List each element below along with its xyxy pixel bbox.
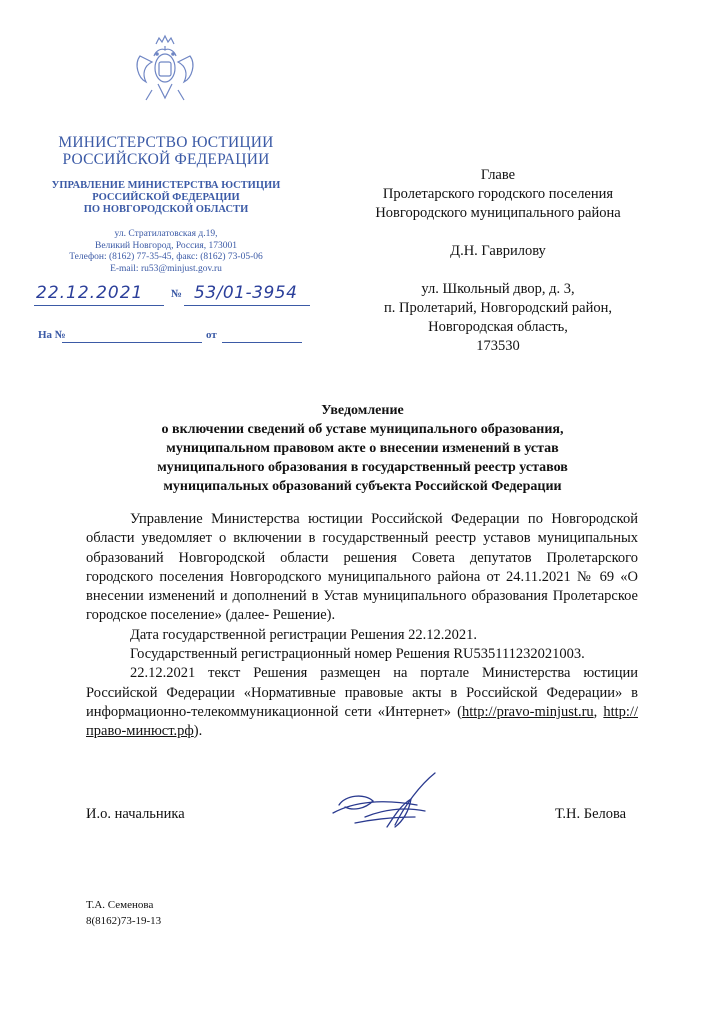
department-line-2: РОССИЙСКОЙ ФЕДЕРАЦИИ (92, 192, 240, 203)
pravo-minjust-link[interactable]: http://pravo-minjust.ru (461, 703, 594, 720)
ministry-line-2: РОССИЙСКОЙ ФЕДЕРАЦИИ (62, 151, 270, 168)
department-line-1: УПРАВЛЕНИЕ МИНИСТЕРСТВА ЮСТИЦИИ (51, 180, 281, 191)
registration-number: 53/01-3954 (194, 283, 298, 303)
reply-to-label: На № (38, 329, 66, 341)
ministry-name (40, 134, 292, 168)
body-paragraph-2: Дата государственной регистрации Решения 22.12.2021. (130, 626, 478, 643)
handwritten-signature (325, 765, 455, 845)
signatory-role: И.о. начальника (86, 806, 185, 822)
addressee-address-2: п. Пролетарий, Новгородский район, (384, 300, 612, 316)
department-name (40, 180, 292, 216)
registration-row (34, 283, 324, 309)
date-underline (34, 305, 164, 306)
executor-name: Т.А. Семенова (86, 899, 154, 911)
notice-subject-line-1: о включении сведений об уставе муниципального образования, (161, 422, 564, 437)
signatory-name: Т.Н. Белова (555, 806, 627, 822)
body-paragraph-4 (86, 664, 638, 741)
notice-subject-line-4: муниципальных образований субъекта Российской Федерации (163, 479, 562, 494)
addressee-line-1: Главе (480, 167, 516, 183)
reply-to-blank (62, 342, 202, 343)
registration-number-label: № (171, 288, 183, 300)
notice-title: Уведомление (321, 403, 404, 418)
department-line-3: ПО НОВГОРОДСКОЙ ОБЛАСТИ (83, 204, 249, 215)
russian-coat-of-arms-icon (132, 34, 198, 108)
body-paragraph-4-text: 22.12.2021 текст Решения размещен на портале Министерства юстиции Российской Федерации «Нормативные правовые акты в Российской Федерации» в информационно-телекоммуникационной сети «Интернет» (86, 665, 638, 720)
address-line-1: ул. Стратилатовская д.19, (114, 229, 218, 239)
reply-reference-row (38, 329, 308, 345)
paren-close: ). (193, 723, 203, 740)
body-paragraph-3: Государственный регистрационный номер Решения RU535111232021003. (130, 646, 585, 663)
executor-phone: 8(8162)73-19-13 (86, 915, 162, 927)
addressee-postcode: 173530 (476, 338, 520, 354)
pravo-minyust-rf-link[interactable]: http://право-минюст.рф (86, 703, 638, 740)
registration-date: 22.12.2021 (36, 283, 144, 303)
email-line: E-mail: ru53@minjust.gov.ru (110, 263, 222, 274)
addressee-line-2: Пролетарского городского поселения (382, 186, 614, 202)
body-paragraph-1: Управление Министерства юстиции Российской Федерации по Новгородской области уведомляет о включении в государственный реестр уставов муниципальных образований Новгородской области решения Совета депутатов Пролетарского городского поселения Новгородского муниципального района от 24.11.2021 № 69 «О внесении изменений и дополнений в Устав муниципального образования Пролетарское городское поселение» (далее- Решение). (86, 511, 638, 624)
notice-subject-line-3: муниципального образования в государственный реестр уставов (157, 460, 568, 475)
address-line-2: Великий Новгород, Россия, 173001 (94, 240, 238, 251)
phone-line: Телефон: (8162) 77-35-45, факс: (8162) 73-05-06 (69, 252, 263, 262)
addressee-name: Д.Н. Гаврилову (450, 243, 546, 259)
paren-open: ( (451, 703, 462, 720)
notice-subject (60, 420, 665, 496)
addressee-address-3: Новгородская область, (428, 319, 568, 335)
executor-info (86, 897, 161, 929)
number-underline (184, 305, 310, 306)
reply-from-label: от (206, 329, 217, 341)
letterhead-contacts (40, 229, 292, 275)
link-separator: , (593, 703, 604, 720)
addressee-block (340, 166, 656, 356)
reply-from-blank (222, 342, 302, 343)
ministry-line-1: МИНИСТЕРСТВО ЮСТИЦИИ (58, 134, 274, 151)
addressee-line-3: Новгородского муниципального района (375, 205, 621, 221)
notice-body (86, 510, 638, 742)
notice-subject-line-2: муниципальном правовом акте о внесении изменений в устав (166, 441, 559, 456)
addressee-address-1: ул. Школьный двор, д. 3, (421, 281, 575, 297)
